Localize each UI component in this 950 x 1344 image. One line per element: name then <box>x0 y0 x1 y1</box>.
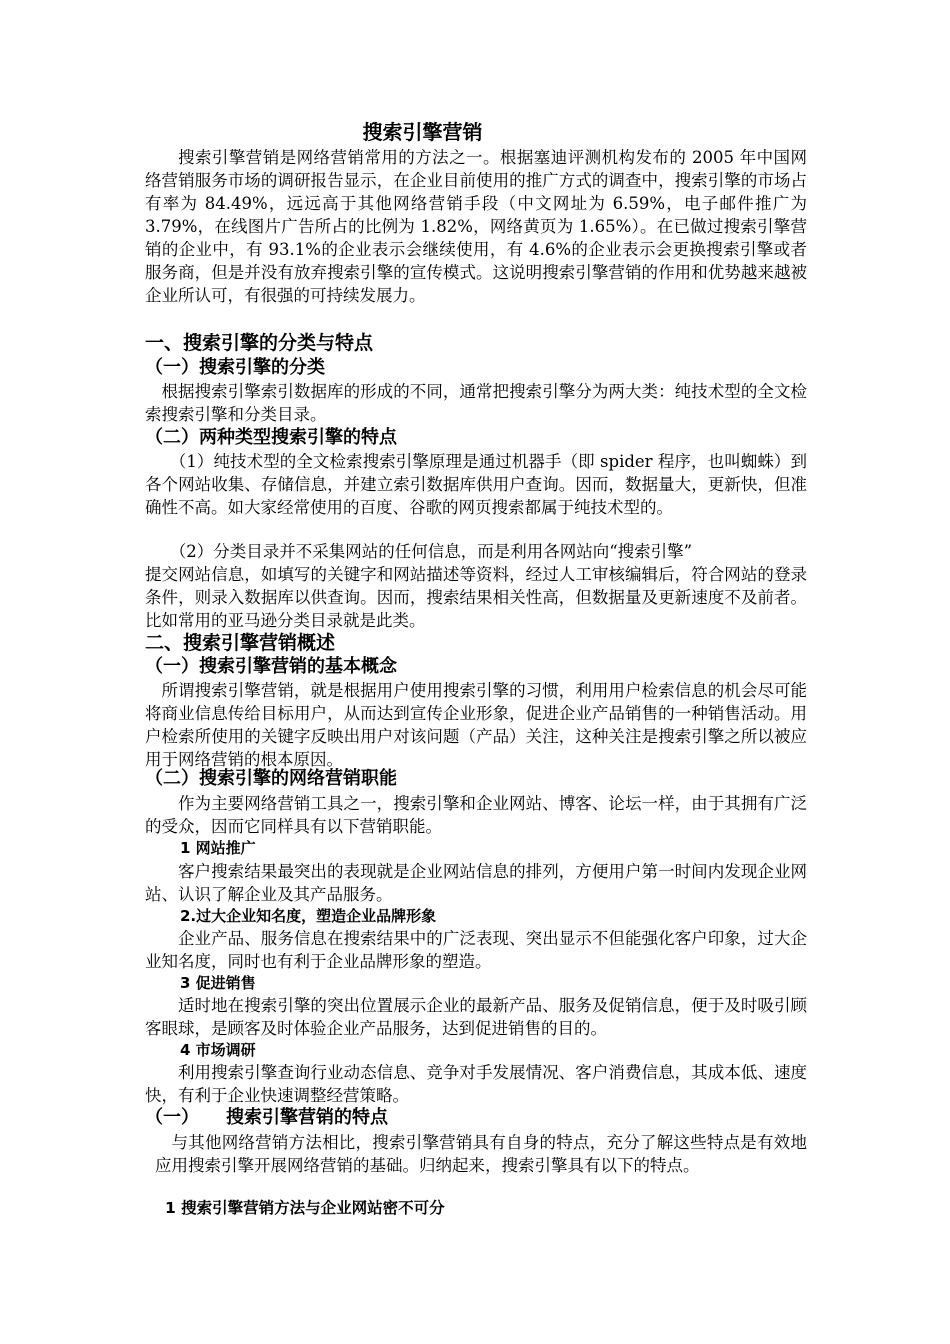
section-1-2-paragraph-2a: （2）分类目录并不采集网站的任何信息，而是利用各网站向“搜索引擎” <box>169 542 693 561</box>
section-1-2-paragraph-2b: 提交网站信息，如填写的关键字和网站描述等资料，经过人工审核编辑后，符合网站的登录条件，则录入数据库以供查询。因而，搜索结果相关性高，但数据量及更新速度不及前者。比如常用的亚马逊分类目录就是此类。 <box>145 565 807 630</box>
document-title: 搜索引擎营销 <box>362 120 483 144</box>
section-2-2-heading: （二）搜索引擎的网络营销职能 <box>145 768 397 789</box>
section-2-heading: 二、搜索引擎营销概述 <box>145 632 336 654</box>
function-4-paragraph: 利用搜索引擎查询行业动态信息、竞争对手发展情况、客户消费信息，其成本低、速度快，有利于企业快速调整经营策略。 <box>145 1063 807 1105</box>
section-1-2-heading: （二）两种类型搜索引擎的特点 <box>145 427 397 448</box>
feature-1-heading: 1 搜索引擎营销方法与企业网站密不可分 <box>165 1199 445 1217</box>
section-2-2-paragraph: 作为主要网络营销工具之一，搜索引擎和企业网站、博客、论坛一样，由于其拥有广泛的受众，因而它同样具有以下营销职能。 <box>145 794 807 836</box>
section-1-1-heading: （一）搜索引擎的分类 <box>145 357 325 378</box>
function-1-paragraph: 客户搜索结果最突出的表现就是企业网站信息的排列，方便用户第一时间内发现企业网站、认识了解企业及其产品服务。 <box>145 862 807 904</box>
function-1-heading: 1 网站推广 <box>180 839 256 857</box>
intro-paragraph: 搜索引擎营销是网络营销常用的方法之一。根据塞迪评测机构发布的 2005 年中国网络营销服务市场的调研报告显示，在企业目前使用的推广方式的调查中，搜索引擎的市场占有率为 84.49%，远远高于其他网络营销手段（中文网址为 6.59%，电子邮件推广为 3.79%，在线图片广告所占的比例为 1.82%，网络黄页为 1.65%）。在已做过搜索引擎营销的企业中，有 93.1%的企业表示会继续使用，有 4.6%的企业表示会更换搜索引擎或者服务商，但是并没有放弃搜索引擎的宣传模式。这说明搜索引擎营销的作用和优势越来越被企业所认可，有很强的可持续发展力。 <box>145 148 807 305</box>
section-1-2-paragraph-1: （1）纯技术型的全文检索搜索引擎原理是通过机器手（即 spider 程序，也叫蜘蛛）到各个网站收集、存储信息，并建立索引数据库供用户查询。因而，数据量大，更新快，但准确性不高。如大家经常使用的百度、谷歌的网页搜索都属于纯技术型的。 <box>145 452 807 517</box>
function-3-heading: 3 促进销售 <box>180 974 256 992</box>
function-2-heading: 2.过大企业知名度，塑造企业品牌形象 <box>180 907 437 925</box>
section-2-1-heading: （一）搜索引擎营销的基本概念 <box>145 656 397 677</box>
function-3-paragraph: 适时地在搜索引擎的突出位置展示企业的最新产品、服务及促销信息，便于及时吸引顾客眼球，是顾客及时体验企业产品服务，达到促进销售的目的。 <box>145 996 807 1038</box>
section-1-heading: 一、搜索引擎的分类与特点 <box>145 332 374 354</box>
function-4-heading: 4 市场调研 <box>180 1041 256 1059</box>
section-2-3-heading: （一） 搜索引擎营销的特点 <box>145 1107 388 1128</box>
section-2-3-paragraph: 与其他网络营销方法相比，搜索引擎营销具有自身的特点，充分了解这些特点是有效地应用搜索引擎开展网络营销的基础。归纳起来，搜索引擎具有以下的特点。 <box>155 1133 807 1175</box>
function-2-paragraph: 企业产品、服务信息在搜索结果中的广泛表现、突出显示不但能强化客户印象，过大企业知名度，同时也有利于企业品牌形象的塑造。 <box>145 929 807 971</box>
section-2-1-paragraph: 所谓搜索引擎营销，就是根据用户使用搜索引擎的习惯，利用用户检索信息的机会尽可能将商业信息传给目标用户，从而达到宣传企业形象，促进企业产品销售的一种销售活动。用户检索所使用的关键字反映出用户对该问题（产品）关注，这种关注是搜索引擎之所以被应用于网络营销的根本原因。 <box>145 681 807 769</box>
section-1-1-paragraph: 根据搜索引擎索引数据库的形成的不同，通常把搜索引擎分为两大类：纯技术型的全文检索搜索引擎和分类目录。 <box>145 382 807 424</box>
